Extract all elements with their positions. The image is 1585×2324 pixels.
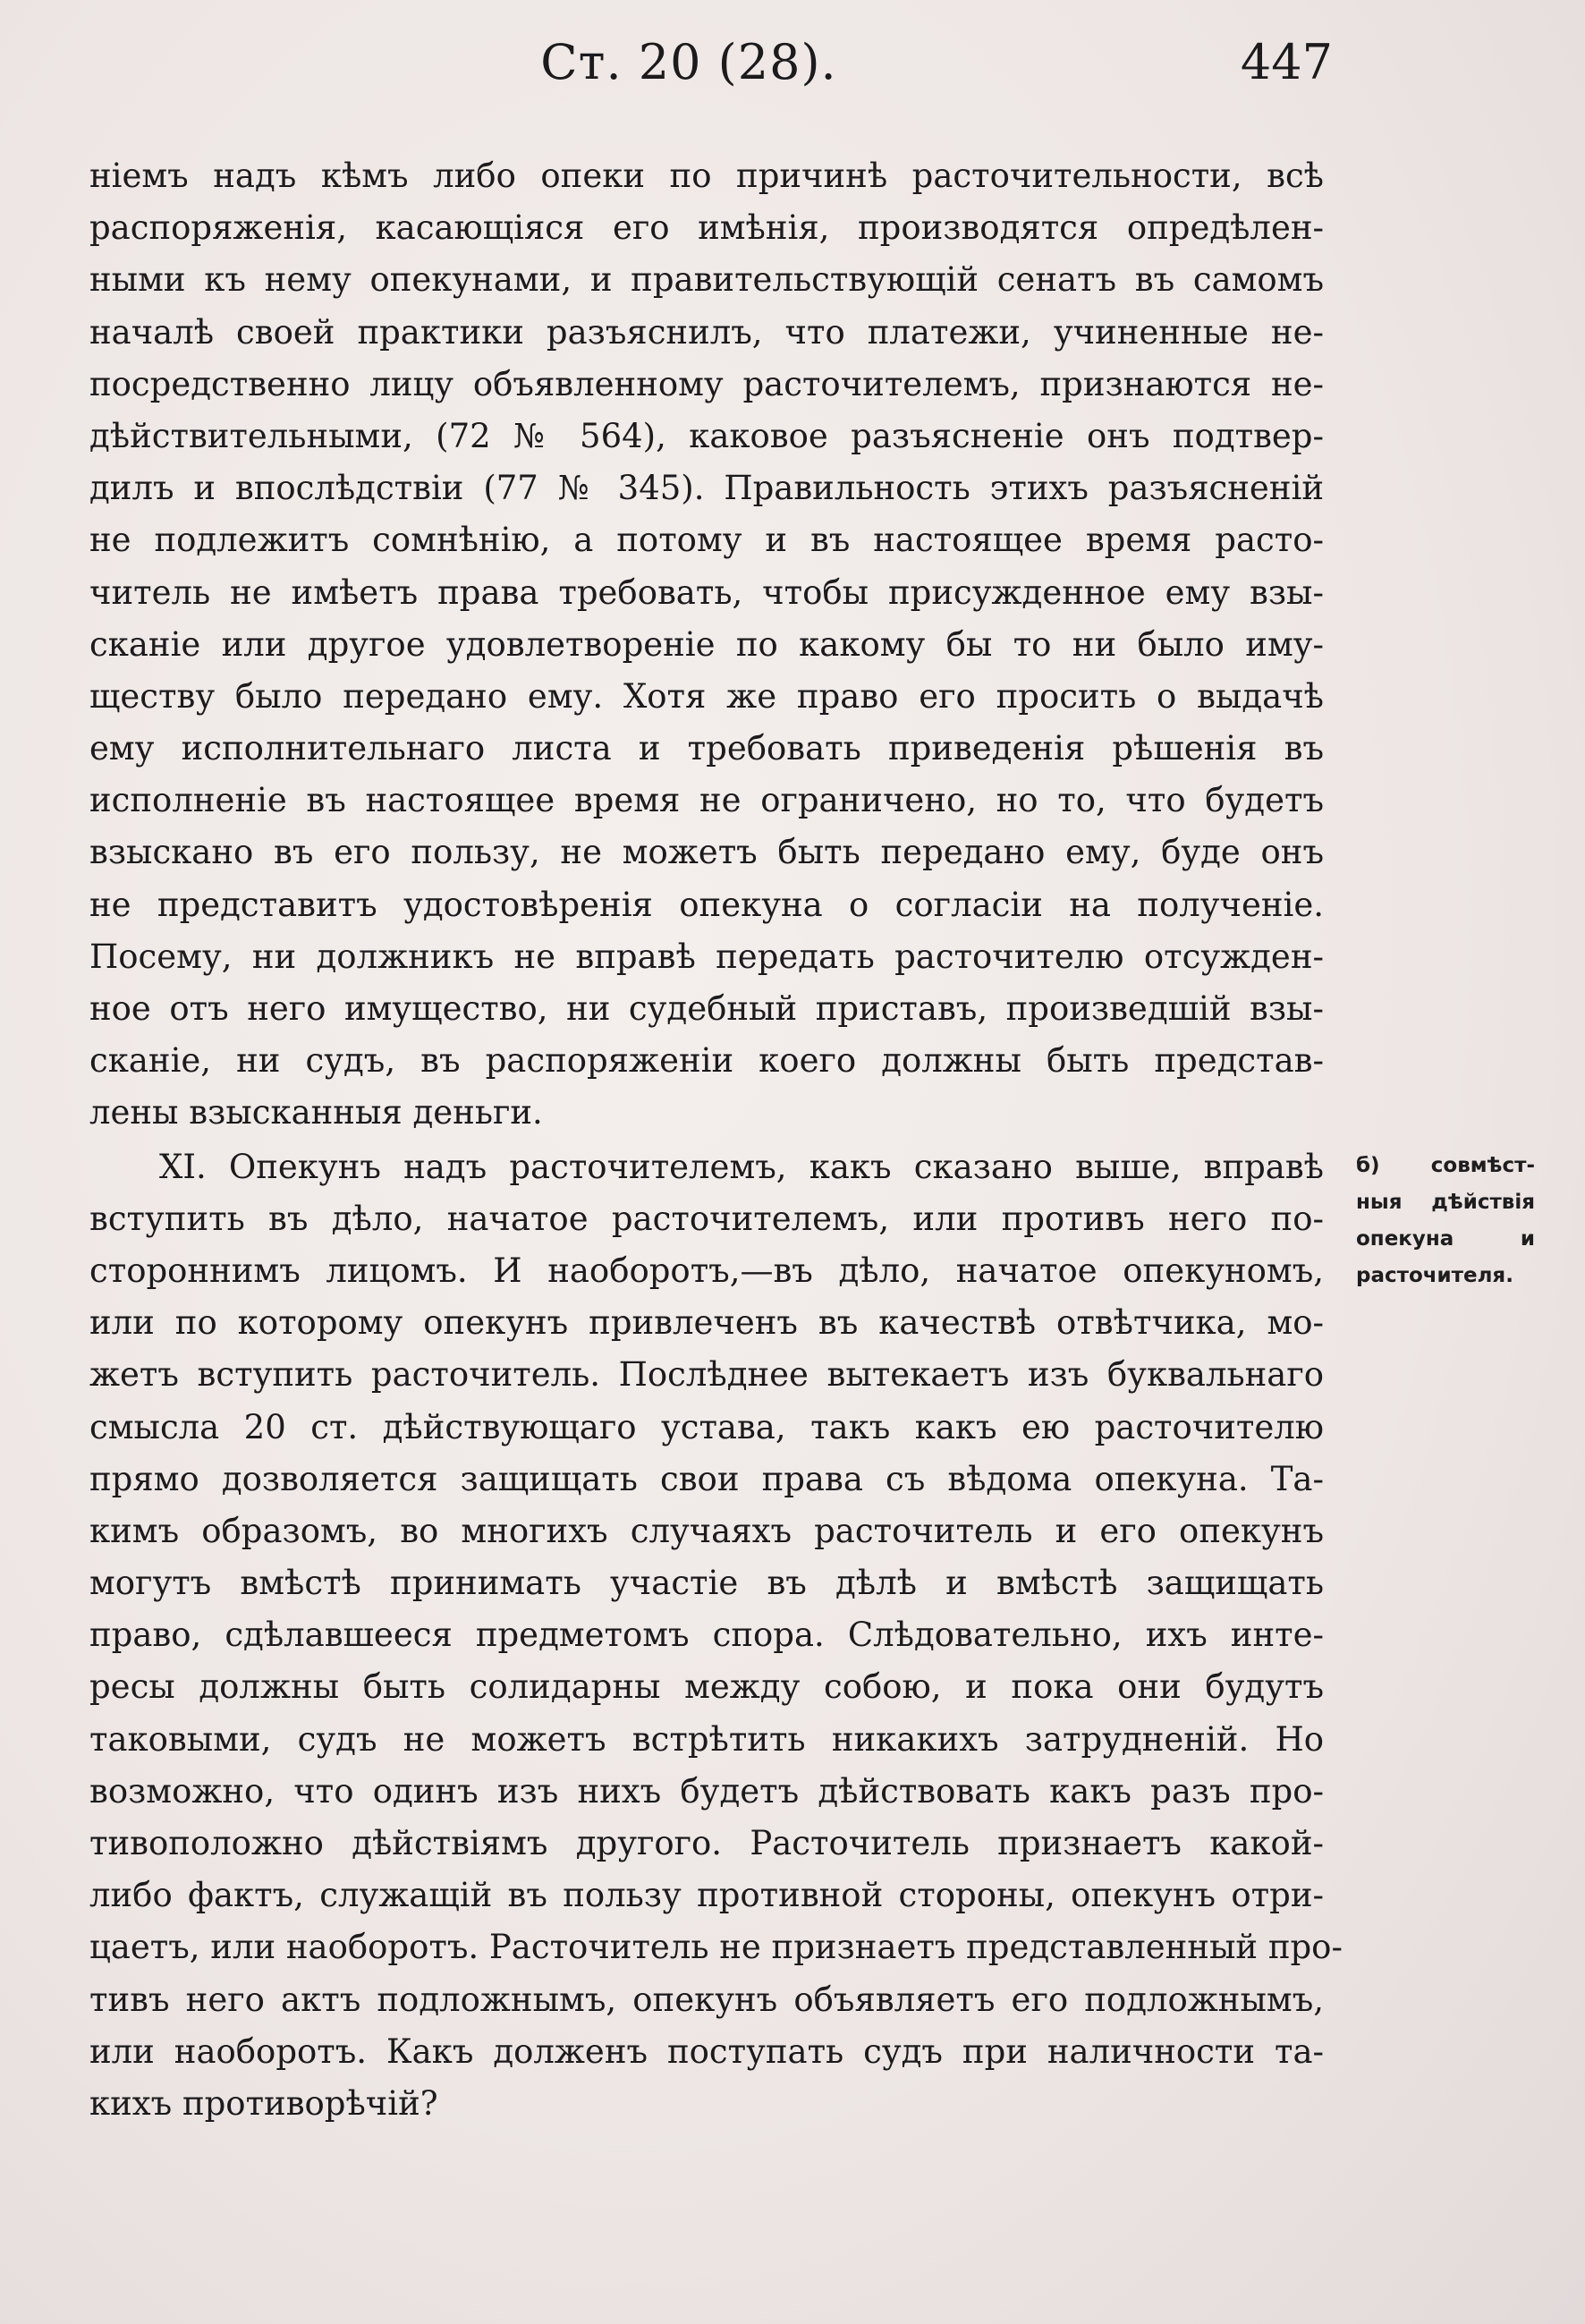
- page-number: 447: [1240, 34, 1333, 90]
- text-line: дилъ и впослѣдствіи (77 № 345). Правильность этихъ разъясненій: [89, 469, 1324, 508]
- text-line: не подлежитъ сомнѣнію, а потому и въ настоящее время расто-: [89, 521, 1324, 560]
- text-line: взыскано въ его пользу, не можетъ быть передано ему, буде онъ: [89, 833, 1324, 872]
- text-line: или по которому опекунъ привлеченъ въ качествѣ отвѣтчика, мо-: [89, 1303, 1324, 1343]
- text-line: право, сдѣлавшееся предметомъ спора. Слѣдовательно, ихъ инте-: [89, 1616, 1324, 1655]
- text-line: кихъ противорѣчій?: [89, 2083, 438, 2123]
- text-line: распоряженія, касающіяся его имѣнія, производятся опредѣлен-: [89, 208, 1324, 248]
- text-line: таковыми, судъ не можетъ встрѣтить никакихъ затрудненій. Но: [89, 1719, 1324, 1759]
- text-line: или наоборотъ. Какъ долженъ поступать судъ при наличности та-: [89, 2031, 1324, 2071]
- margin-note: [1356, 1148, 1535, 1294]
- text-line: вступить въ дѣло, начатое расточителемъ, или противъ него по-: [89, 1199, 1324, 1238]
- text-line: сканіе или другое удовлетвореніе по какому бы то ни было иму-: [89, 624, 1324, 664]
- text-line: ніемъ надъ кѣмъ либо опеки по причинѣ расточительности, всѣ: [89, 157, 1324, 195]
- text-line: ществу было передано ему. Хотя же право его просить о выдачѣ: [89, 676, 1324, 716]
- text-line: стороннимъ лицомъ. И наоборотъ,—въ дѣло, начатое опекуномъ,: [89, 1251, 1324, 1290]
- text-line: ныя дѣйствія: [1356, 1191, 1535, 1214]
- text-line: читель не имѣетъ права требовать, чтобы присужденное ему взы-: [89, 573, 1324, 612]
- text-line: могутъ вмѣстѣ принимать участіе въ дѣлѣ и вмѣстѣ защищать: [89, 1564, 1324, 1603]
- text-line: Посему, ни должникъ не вправѣ передать расточителю отсужден-: [89, 937, 1324, 976]
- paragraph-2: [89, 1141, 1343, 2131]
- text-line: возможно, что одинъ изъ нихъ будетъ дѣйствовать какъ разъ про-: [89, 1771, 1324, 1811]
- text-line: либо фактъ, служащій въ пользу противной стороны, опекунъ отри-: [89, 1876, 1324, 1915]
- text-line: XI. Опекунъ надъ расточителемъ, какъ сказано выше, вправѣ: [159, 1147, 1324, 1186]
- text-line: ными къ нему опекунами, и правительствующій сенатъ въ самомъ: [89, 260, 1324, 300]
- text-line: ресы должны быть солидарны между собою, и пока они будутъ: [89, 1667, 1324, 1707]
- paragraph-1: [89, 150, 1324, 1140]
- text-line: ему исполнительнаго листа и требовать приведенія рѣшенія въ: [89, 729, 1324, 768]
- text-line: прямо дозволяется защищать свои права съ вѣдома опекуна. Та-: [89, 1459, 1324, 1498]
- page-header-title: Ст. 20 (28).: [540, 34, 837, 90]
- text-line: жетъ вступить расточитель. Послѣднее вытекаетъ изъ буквальнаго: [89, 1355, 1324, 1395]
- text-line: опекуна и: [1356, 1227, 1535, 1251]
- text-line: посредственно лицу объявленному расточителемъ, признаются не-: [89, 364, 1324, 403]
- text-line: тивъ него актъ подложнымъ, опекунъ объявляетъ его подложнымъ,: [89, 1980, 1324, 2019]
- text-line: цаетъ, или наоборотъ. Расточитель не признаетъ представленный про-: [89, 1928, 1343, 1967]
- text-line: кимъ образомъ, во многихъ случаяхъ расточитель и его опекунъ: [89, 1511, 1324, 1550]
- text-line: исполненіе въ настоящее время не ограничено, но то, что будетъ: [89, 781, 1324, 820]
- text-line: не представитъ удостовѣренія опекуна о согласіи на полученіе.: [89, 885, 1324, 924]
- text-line: дѣйствительными, (72 № 564), каковое разъясненіе онъ подтвер-: [89, 416, 1324, 455]
- text-line: тивоположно дѣйствіямъ другого. Расточитель признаетъ какой-: [89, 1824, 1324, 1862]
- body-text: [89, 150, 1343, 2130]
- text-line: началѣ своей практики разъяснилъ, что платежи, учиненные не-: [89, 312, 1324, 352]
- text-line: лены взысканныя деньги.: [89, 1093, 543, 1132]
- text-line: расточителя.: [1356, 1264, 1513, 1287]
- text-line: ное отъ него имущество, ни судебный приставъ, произведшій взы-: [89, 989, 1324, 1028]
- text-line: смысла 20 ст. дѣйствующаго устава, такъ какъ ею расточителю: [89, 1407, 1324, 1446]
- text-line: сканіе, ни судъ, въ распоряженіи коего должны быть представ-: [89, 1041, 1324, 1081]
- text-line: б) совмѣст-: [1356, 1154, 1535, 1177]
